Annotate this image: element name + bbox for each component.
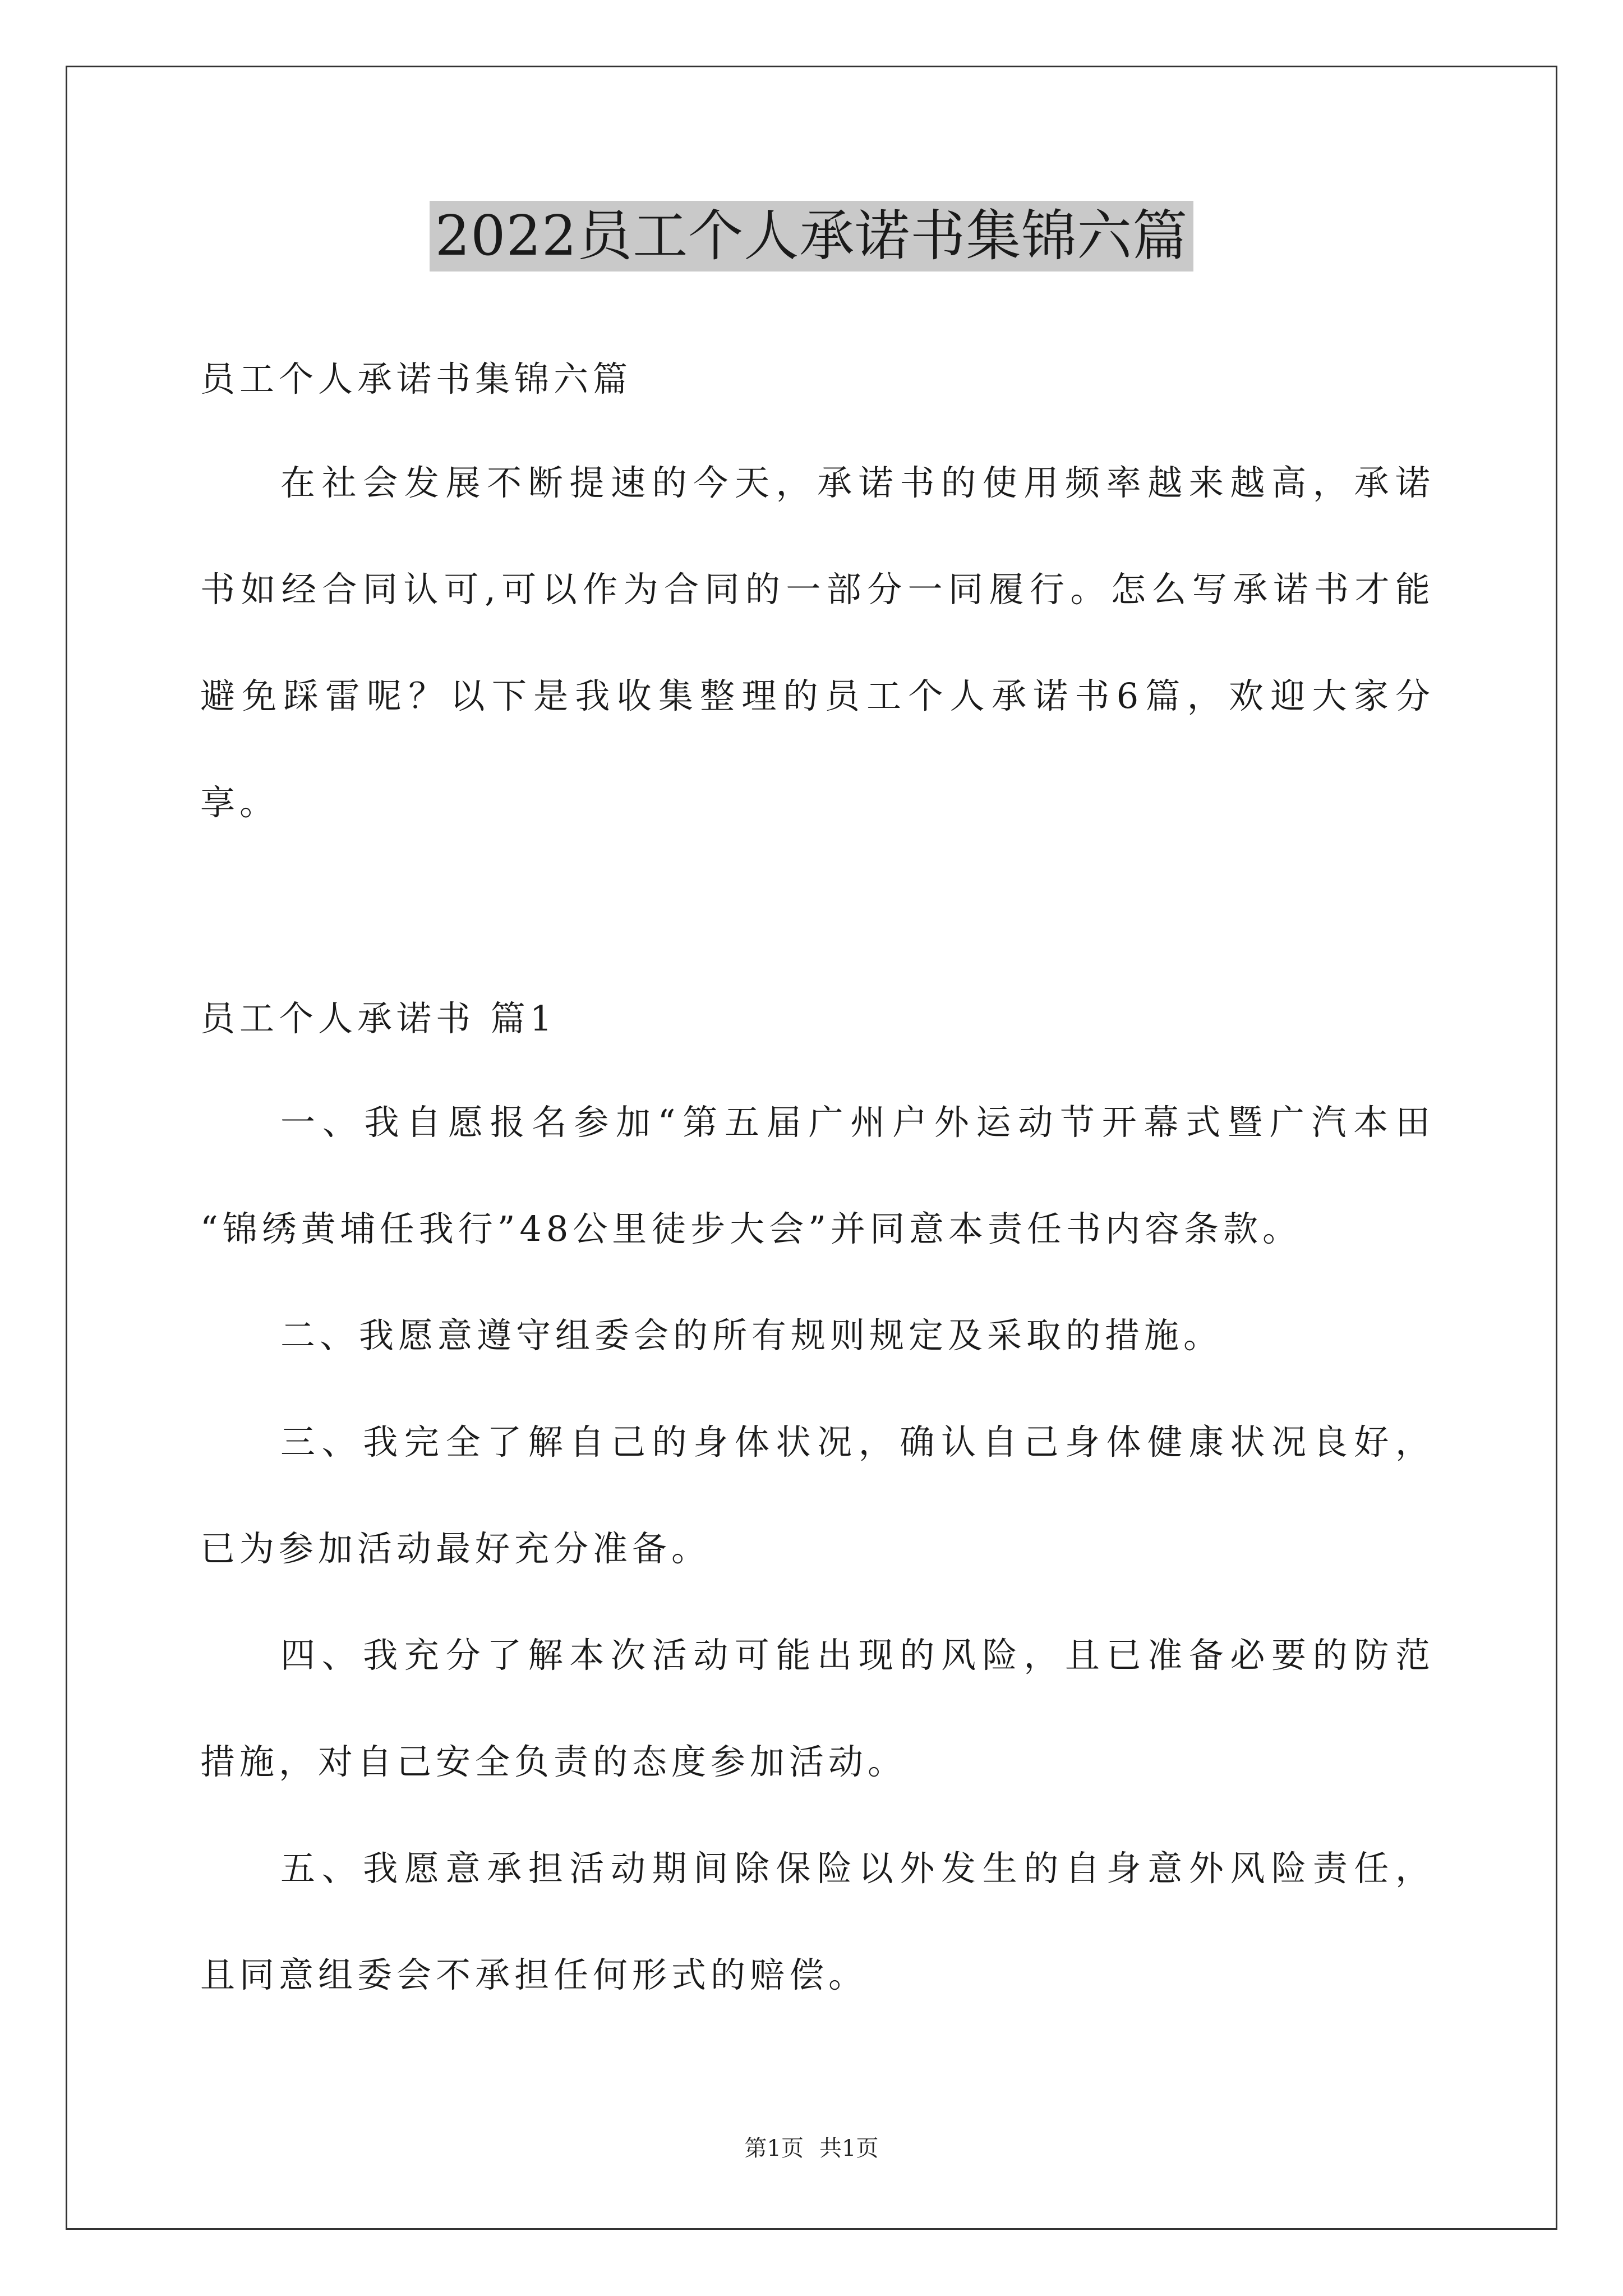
page-number: 第1页 [744, 2136, 804, 2161]
item-3-line-1: 三、我完全了解自己的身体状况，确认自己身体健康状况良好， [280, 1421, 1430, 1462]
document-title-text: 2022员工个人承诺书集锦六篇 [430, 201, 1193, 272]
item-2-line-1: 二、我愿意遵守组委会的所有规则规定及采取的措施。 [280, 1315, 1223, 1356]
section-heading: 员工个人承诺书 篇1 [200, 998, 557, 1039]
item-1-line-2: “锦绣黄埔任我行”48公里徒步大会”并同意本责任书内容条款。 [200, 1208, 1302, 1249]
page-total: 共1页 [819, 2136, 879, 2161]
item-4-line-1: 四、我充分了解本次活动可能出现的风险，且已准备必要的防范 [280, 1635, 1430, 1676]
intro-line-2: 书如经合同认可,可以作为合同的一部分一同履行。怎么写承诺书才能 [200, 569, 1430, 610]
item-5-line-2: 且同意组委会不承担任何形式的赔偿。 [200, 1954, 868, 1995]
page-footer [0, 2137, 1623, 2160]
item-3-line-2: 已为参加活动最好充分准备。 [200, 1528, 711, 1569]
intro-line-3: 避免踩雷呢？以下是我收集整理的员工个人承诺书6篇，欢迎大家分 [200, 675, 1430, 716]
item-1-line-1: 一、我自愿报名参加“第五届广州户外运动节开幕式暨广汽本田 [280, 1102, 1430, 1143]
item-4-line-2: 措施，对自己安全负责的态度参加活动。 [200, 1741, 907, 1782]
item-5-line-1: 五、我愿意承担活动期间除保险以外发生的自身意外风险责任， [280, 1848, 1430, 1889]
intro-line-1: 在社会发展不断提速的今天，承诺书的使用频率越来越高，承诺 [280, 462, 1430, 503]
intro-line-4: 享。 [200, 782, 279, 823]
document-subtitle: 员工个人承诺书集锦六篇 [200, 358, 633, 399]
document-title [0, 201, 1623, 272]
